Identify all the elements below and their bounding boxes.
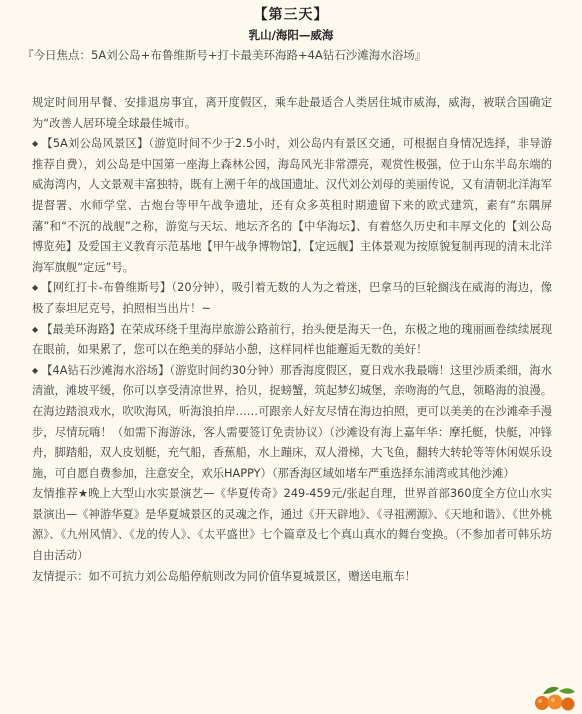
bluewise-ship-paragraph [32,278,552,319]
route-subtitle: 乳山/海阳—威海 [248,28,334,42]
bluewise-ship-text: 【网红打卡-布鲁维斯号】（20分钟），吸引着无数的人为之着迷，巴拿马的巨轮搁浅在威海的海边，像极了泰坦尼克号，拍照相当出片！~ [32,281,552,315]
show-recommendation-text: 友情推荐★晚上大型山水实景演艺—《华夏传奇》249-459元/张起自理，世界首部360度全方位山水实景演出—《神游华夏》是华夏城景区的灵魂之作，通过《开天辟地》、《寻祖溯源》、《天地和谐》、《世外桃源》、《九州风情》、《龙的传人》、《太平盛世》七个篇章及七个真山真水的舞台变换。（不参加者可韩乐坊自由活动） [32,487,552,563]
day-title: 【第三天】 [253,7,329,23]
liugong-island-text: 【5A刘公岛风景区】（游览时间不少于2.5小时，刘公岛内有景区交通，可根据自身情况选择，非导游推荐自费），刘公岛是中国第一座海上森林公园，海岛风光非常漂亮，观赏性极强，位于山东半岛东端的威海湾内，人文景观丰富独特，既有上溯千年的战国遗址、汉代刘公刘母的美丽传说，又有清朝北洋海军提督署、水师学堂、古炮台等甲午战争遗址，还有众多英租时期遗留下来的欧式建筑，素有“东隅屏藩”和“不沉的战舰”之称，游览与天坛、地坛齐名的【中华海坛】、有着悠久历史和丰厚文化的【刘公岛博览苑】及爱国主义教育示范基地【甲午战争博物馆】，【定远舰】主体景观为按原貌复制再现的清末北洋海军旗舰“定远”号。 [32,137,552,274]
diamond-bullet-icon: ◆ [32,139,39,149]
coastal-road-paragraph [32,320,552,361]
today-focus: 『今日焦点：5A刘公岛+布鲁维斯号+打卡最美环海路+4A钻石沙滩海水浴场』 [22,48,427,62]
diamond-bullet-icon: ◆ [32,365,39,375]
show-recommendation-paragraph [32,484,552,566]
orange-fruit-icon [529,682,579,712]
diamond-beach-paragraph [32,361,552,485]
itinerary-content [32,93,552,587]
intro-paragraph [32,93,552,134]
diamond-bullet-icon: ◆ [32,324,39,334]
friendly-tip-paragraph [32,567,552,588]
intro-text: 规定时间用早餐、安排退房事宜，离开度假区，乘车赴最适合人类居住城市威海，威海，被联合国确定为“改善人居环境全球最佳城市。 [32,96,552,130]
liugong-island-paragraph [32,134,552,278]
friendly-tip-text: 友情提示：如不可抗力刘公岛船停航则改为同价值华夏城景区，赠送电瓶车！ [32,569,417,583]
coastal-road-text: 【最美环海路】在荣成环绕千里海岸旅游公路前行，抬头便是海天一色，东极之地的瑰丽画卷续续展现在眼前，如果累了，您可以在绝美的驿站小憩，这样同样也能邂逅无数的美好！ [32,322,552,357]
diamond-beach-text: 【4A钻石沙滩海水浴场】（游览时间约30分钟）那香海度假区，夏日戏水我最嗨！这里沙质柔细，海水清澈，滩坡平缓，你可以享受清凉世界，拾贝，捉螃蟹，筑起梦幻城堡，亲吻海的气息，领略海的浪漫。在海边踏浪戏水，吹吹海风，听海浪拍岸……可跟亲人好友尽情在海边拍照，更可以美美的在沙滩牵手漫步，尽情玩嗨！（如需下海游泳，客人需要签订免责协议）（沙滩设有海上嘉年华：摩托艇，快艇，冲锋舟，脚踏船，双人皮划艇，充气船，香蕉船，水上蹦床，双人滑梯，大飞鱼，翻转大转轮等等休闲娱乐设施，可自愿自费参加，注意安全，欢乐HAPPY）（那香海区域如堵车严重选择东浦湾或其他沙滩） [32,363,552,480]
diamond-bullet-icon: ◆ [32,283,39,293]
